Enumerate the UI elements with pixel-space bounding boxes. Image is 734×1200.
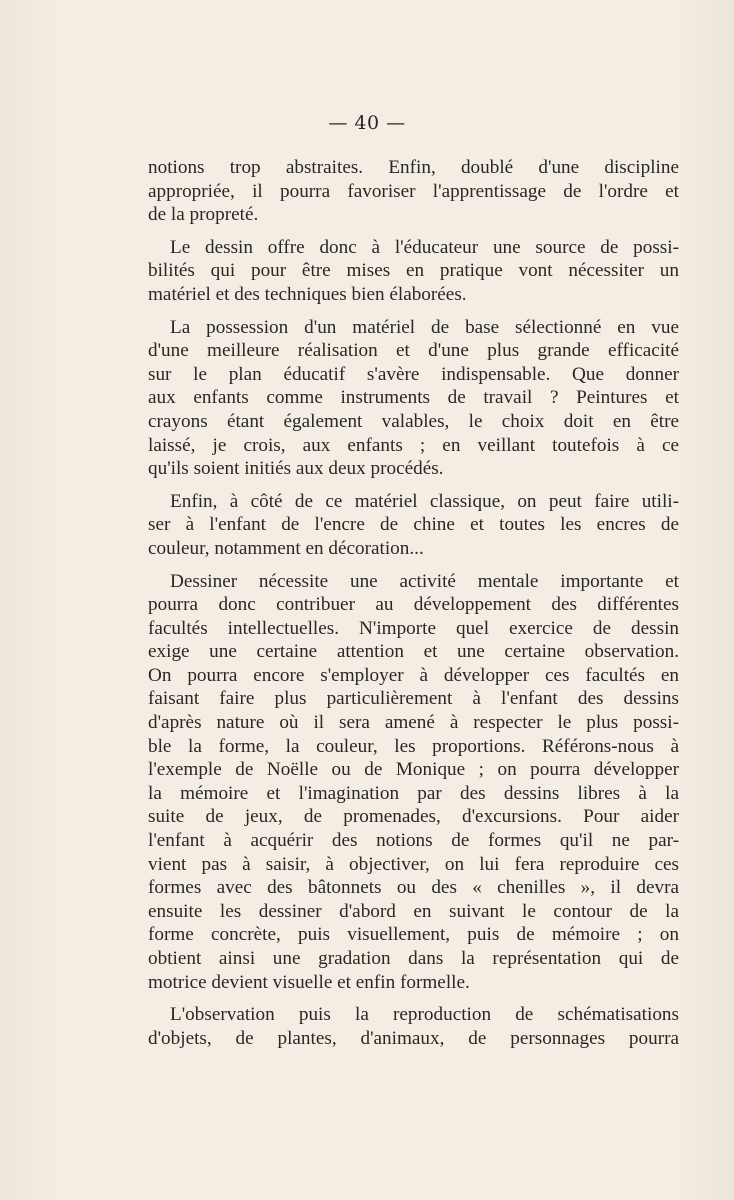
- text-line: exige une certaine attention et une certaine observation.: [148, 641, 679, 663]
- text-line: la mémoire et l'imagination par des dessins libres à la: [148, 782, 679, 804]
- text-line: d'objets, de plantes, d'animaux, de personnages pourra: [148, 1027, 679, 1049]
- text-line: Le dessin offre donc à l'éducateur une source de possi-: [170, 236, 679, 258]
- text-line: obtient ainsi une gradation dans la représentation qui de: [148, 948, 679, 969]
- text-line: matériel et des techniques bien élaborées.: [148, 283, 467, 305]
- text-line: facultés intellectuelles. N'importe quel exercice de dessin: [148, 617, 679, 639]
- text-line: d'après nature où il sera amené à respecter le plus possi-: [148, 712, 679, 734]
- text-line: L'observation puis la reproduction de schématisations: [170, 1004, 679, 1026]
- text-line: pourra donc contribuer au développement des différentes: [148, 594, 679, 616]
- text-line: l'enfant à acquérir des notions de formes qu'il ne par-: [148, 830, 679, 852]
- text-line: ensuite les dessiner d'abord en suivant le contour de la: [148, 900, 679, 922]
- text-line: ser à l'enfant de l'encre de chine et toutes les encres de: [148, 514, 679, 536]
- text-line: faisant faire plus particulièrement à l'enfant des dessins: [148, 688, 679, 710]
- text-line: La possession d'un matériel de base sélectionné en vue: [170, 316, 679, 338]
- text-line: l'exemple de Noëlle ou de Monique ; on pourra développer: [148, 759, 679, 781]
- text-line: forme concrète, puis visuellement, puis de mémoire ; on: [148, 924, 679, 946]
- paragraph: [148, 156, 679, 227]
- text-line: suite de jeux, de promenades, d'excursions. Pour aider: [148, 806, 679, 828]
- text-line: vient pas à saisir, à objectiver, on lui fera reproduire ces: [148, 853, 679, 875]
- paragraph: [148, 570, 679, 995]
- paragraph: [148, 1003, 679, 1050]
- text-line: On pourra encore s'employer à développer ces facultés en: [148, 664, 679, 686]
- paragraph: [148, 490, 679, 561]
- text-line: bilités qui pour être mises en pratique vont nécessiter un: [148, 260, 679, 282]
- text-line: de la propreté.: [148, 204, 259, 226]
- body-text: [148, 156, 679, 1050]
- text-line: aux enfants comme instruments de travail ? Peintures et: [148, 387, 679, 409]
- text-line: sur le plan éducatif s'avère indispensable. Que donner: [148, 363, 679, 385]
- text-line: laissé, je crois, aux enfants ; en veillant toutefois à ce: [148, 434, 679, 456]
- text-line: couleur, notamment en décoration...: [148, 537, 424, 559]
- text-line: appropriée, il pourra favoriser l'apprentissage de l'ordre et: [148, 180, 679, 202]
- paragraph: [148, 316, 679, 481]
- text-line: Enfin, à côté de ce matériel classique, on peut faire utili-: [170, 490, 679, 512]
- paragraph: [148, 236, 679, 307]
- text-line: Dessiner nécessite une activité mentale importante et: [170, 570, 679, 592]
- text-line: ble la forme, la couleur, les proportions. Référons-nous à: [148, 735, 679, 757]
- text-line: formes avec des bâtonnets ou des « chenilles », il devra: [148, 877, 679, 899]
- text-line: qu'ils soient initiés aux deux procédés.: [148, 458, 444, 480]
- text-line: notions trop abstraites. Enfin, doublé d'une discipline: [148, 157, 679, 178]
- page-number: — 40 —: [328, 112, 406, 134]
- text-line: crayons étant également valables, le choix doit en être: [148, 410, 679, 432]
- text-line: motrice devient visuelle et enfin formelle.: [148, 971, 470, 993]
- text-line: d'une meilleure réalisation et d'une plus grande efficacité: [148, 340, 679, 362]
